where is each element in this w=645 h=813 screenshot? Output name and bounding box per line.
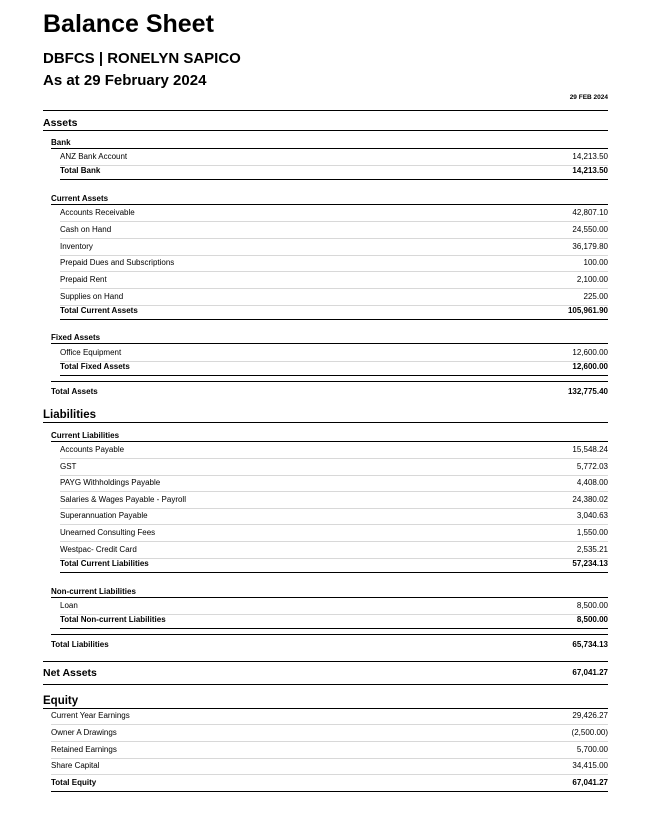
row-label: Office Equipment bbox=[60, 348, 122, 357]
table-row bbox=[60, 442, 608, 459]
fixed-assets-heading: Fixed Assets bbox=[51, 333, 608, 344]
row-value: 67,041.27 bbox=[572, 668, 608, 677]
net-assets-row bbox=[43, 661, 608, 685]
row-value: 36,179.80 bbox=[572, 242, 608, 251]
table-row bbox=[60, 459, 608, 476]
liabilities-heading: Liabilities bbox=[43, 409, 608, 423]
row-label: Inventory bbox=[60, 242, 93, 251]
bank-heading: Bank bbox=[51, 138, 608, 149]
row-value: 2,535.21 bbox=[576, 545, 608, 554]
total-row bbox=[60, 556, 608, 573]
column-header: 29 FEB 2024 bbox=[569, 94, 608, 101]
row-value: 14,213.50 bbox=[572, 166, 608, 175]
row-label: Retained Earnings bbox=[51, 745, 117, 754]
report-title: Balance Sheet bbox=[43, 10, 214, 38]
row-label: Westpac- Credit Card bbox=[60, 545, 137, 554]
row-label: ANZ Bank Account bbox=[60, 152, 128, 161]
row-value: 42,807.10 bbox=[572, 208, 608, 217]
row-label: Owner A Drawings bbox=[51, 728, 117, 737]
row-value: 132,775.40 bbox=[567, 387, 608, 396]
row-value: 100.00 bbox=[583, 258, 608, 267]
row-value: 1,550.00 bbox=[576, 528, 608, 537]
row-label: Supplies on Hand bbox=[60, 292, 124, 301]
row-value: 24,380.02 bbox=[572, 495, 608, 504]
total-liabilities-row bbox=[51, 634, 608, 653]
row-value: 24,550.00 bbox=[572, 225, 608, 234]
row-value: 4,408.00 bbox=[576, 478, 608, 487]
row-value: 29,426.27 bbox=[572, 711, 608, 720]
row-value: 2,100.00 bbox=[576, 275, 608, 284]
row-label: Share Capital bbox=[51, 761, 100, 770]
row-label: Unearned Consulting Fees bbox=[60, 528, 156, 537]
row-value: 12,600.00 bbox=[572, 348, 608, 357]
row-label: Superannuation Payable bbox=[60, 511, 148, 520]
current-liabilities-heading: Current Liabilities bbox=[51, 431, 608, 442]
row-value: 3,040.63 bbox=[576, 511, 608, 520]
total-row bbox=[60, 359, 608, 376]
noncurrent-liabilities-heading: Non-current Liabilities bbox=[51, 587, 608, 598]
table-row bbox=[60, 492, 608, 509]
row-label: PAYG Withholdings Payable bbox=[60, 478, 161, 487]
row-label: GST bbox=[60, 462, 77, 471]
row-label: Current Year Earnings bbox=[51, 711, 130, 720]
row-label: Prepaid Dues and Subscriptions bbox=[60, 258, 175, 267]
table-row bbox=[60, 205, 608, 222]
row-value: 5,700.00 bbox=[576, 745, 608, 754]
table-row bbox=[60, 272, 608, 289]
row-label: Salaries & Wages Payable - Payroll bbox=[60, 495, 186, 504]
row-value: 34,415.00 bbox=[572, 761, 608, 770]
table-row bbox=[60, 525, 608, 542]
table-row bbox=[51, 708, 608, 725]
row-label: Total Current Assets bbox=[60, 306, 138, 315]
assets-heading: Assets bbox=[43, 117, 608, 131]
row-value: 225.00 bbox=[583, 292, 608, 301]
row-label: Cash on Hand bbox=[60, 225, 112, 234]
row-value: 14,213.50 bbox=[572, 152, 608, 161]
row-value: 8,500.00 bbox=[576, 615, 608, 624]
total-assets-row bbox=[51, 381, 608, 400]
row-label: Accounts Receivable bbox=[60, 208, 135, 217]
total-row bbox=[60, 163, 608, 180]
row-label: Loan bbox=[60, 601, 78, 610]
table-row bbox=[51, 758, 608, 775]
table-row bbox=[60, 508, 608, 525]
row-value: 65,734.13 bbox=[572, 640, 608, 649]
row-label: Total Fixed Assets bbox=[60, 362, 130, 371]
row-label: Total Current Liabilities bbox=[60, 559, 149, 568]
row-value: 105,961.90 bbox=[567, 306, 608, 315]
row-label: Prepaid Rent bbox=[60, 275, 107, 284]
current-assets-heading: Current Assets bbox=[51, 194, 608, 205]
row-label: Total Non-current Liabilities bbox=[60, 615, 166, 624]
row-label: Total Bank bbox=[60, 166, 101, 175]
header-rule bbox=[43, 110, 608, 111]
table-row bbox=[51, 742, 608, 759]
row-value: 57,234.13 bbox=[572, 559, 608, 568]
organisation-name: DBFCS | RONELYN SAPICO bbox=[43, 50, 241, 67]
total-row bbox=[60, 303, 608, 320]
row-value: 15,548.24 bbox=[572, 445, 608, 454]
row-value: 67,041.27 bbox=[572, 778, 608, 787]
row-value: 12,600.00 bbox=[572, 362, 608, 371]
row-label: Accounts Payable bbox=[60, 445, 125, 454]
table-row bbox=[60, 475, 608, 492]
report-date: As at 29 February 2024 bbox=[43, 72, 207, 89]
row-label: Total Liabilities bbox=[51, 640, 109, 649]
table-row bbox=[60, 239, 608, 256]
row-value: 8,500.00 bbox=[576, 601, 608, 610]
table-row bbox=[60, 222, 608, 239]
row-value: 5,772.03 bbox=[576, 462, 608, 471]
table-row bbox=[60, 255, 608, 272]
row-value: (2,500.00) bbox=[571, 728, 608, 737]
total-equity-row bbox=[51, 775, 608, 792]
equity-heading: Equity bbox=[43, 695, 608, 709]
row-label: Total Assets bbox=[51, 387, 98, 396]
row-label: Total Equity bbox=[51, 778, 97, 787]
row-label: Net Assets bbox=[43, 667, 97, 679]
table-row bbox=[51, 725, 608, 742]
total-row bbox=[60, 612, 608, 629]
